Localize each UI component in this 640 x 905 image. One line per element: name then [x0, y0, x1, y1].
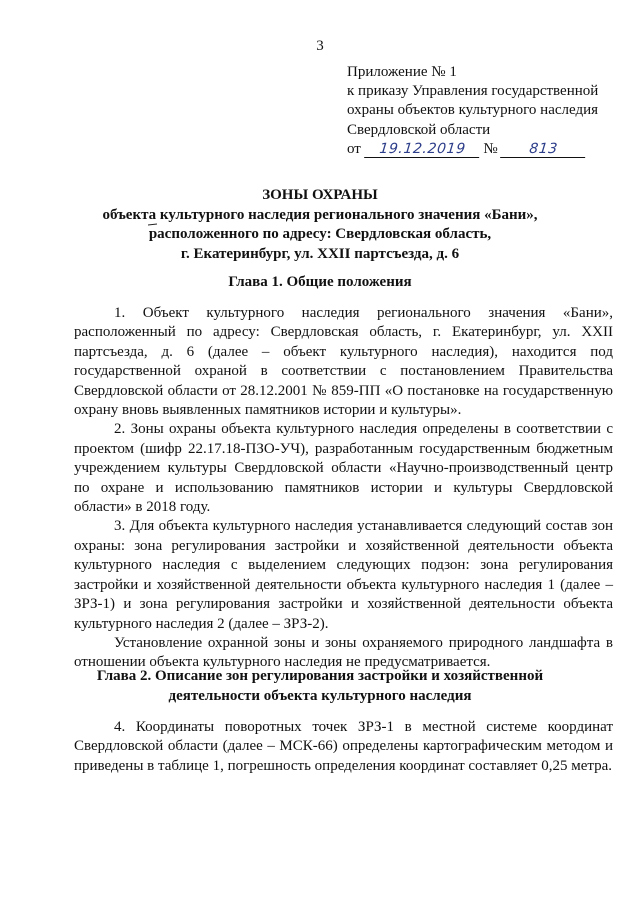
order-date-number-row [347, 140, 637, 159]
title-line-2: объекта культурного наследия регионального значения «Бани», [102, 206, 538, 223]
appendix-line-2: к приказу Управления государственной [347, 83, 599, 100]
paragraph-3: 3. Для объекта культурного наследия устанавливается следующий состав зон охраны: зона регулирования застройки и хозяйственной деятельности объекта культурного наследия с выделением следующих подзон: зона регулирования застройки и хозяйственной деятельности объекта культурного наследия 1 (далее – ЗРЗ-1) и зона регулирования застройки и хозяйственной деятельности объекта культурного наследия 2 (далее – ЗРЗ-2). [74, 518, 613, 632]
appendix-header [347, 63, 637, 159]
chapter-1-heading: Глава 1. Общие положения [228, 274, 412, 290]
paragraph-2: 2. Зоны охраны объекта культурного наследия определены в соответствии с проектом (шифр 22.17.18-ПЗО-УЧ), разработанным государственным бюджетным учреждением культуры Свердловской области «Научно-производственный центр по охране и использованию памятников истории и культуры Свердловской области» в 2018 году. [74, 421, 613, 516]
date-prefix: от [347, 140, 361, 157]
title-line-1: ЗОНЫ ОХРАНЫ [262, 187, 378, 203]
paragraph-1: 1. Объект культурного наследия регионального значения «Бани», расположенный по адресу: Свердловская область, г. Екатеринбург, ул. XXII партсъезда, д. 6 (далее – объект культурного наследия), находится под государственной охраной в соответствии с постановлением Правительства Свердловской области от 28.12.2001 № 859-ПП «О постановке на государственную охрану вновь выявленных памятников истории и культуры». [74, 305, 613, 419]
chapter-2-body [74, 718, 613, 776]
handwritten-order-number: 813 [501, 141, 588, 158]
appendix-line-4: Свердловской области [347, 121, 491, 138]
page-number: 3 [316, 38, 324, 54]
chapter-2-heading [60, 667, 580, 706]
appendix-line-3: охраны объектов культурного наследия [347, 102, 599, 119]
appendix-line-1: Приложение № 1 [347, 64, 457, 80]
chapter-2-heading-line-1: Глава 2. Описание зон регулирования застройки и хозяйственной [96, 668, 544, 684]
title-line-3: расположенного по адресу: Свердловская область, [148, 226, 492, 242]
handwritten-order-date: 19.12.2019 [364, 141, 481, 158]
paragraph-4: 4. Координаты поворотных точек ЗРЗ-1 в местной системе координат Свердловской области (далее – МСК-66) определены картографическим методом и приведены в таблице 1, погрешность определения координат составляет 0,25 метра. [74, 719, 613, 774]
chapter-2-heading-line-2: деятельности объекта культурного наследия [168, 687, 472, 704]
document-title [60, 186, 580, 264]
paragraph-landscape-note: Установление охранной зоны и зоны охраняемого природного ландшафта в отношении объекта культурного наследия не предусматривается. [74, 634, 613, 671]
number-prefix: № [483, 140, 498, 157]
chapter-1-body [74, 304, 613, 673]
title-line-4: г. Екатеринбург, ул. XXII партсъезда, д. 6 [180, 245, 460, 262]
